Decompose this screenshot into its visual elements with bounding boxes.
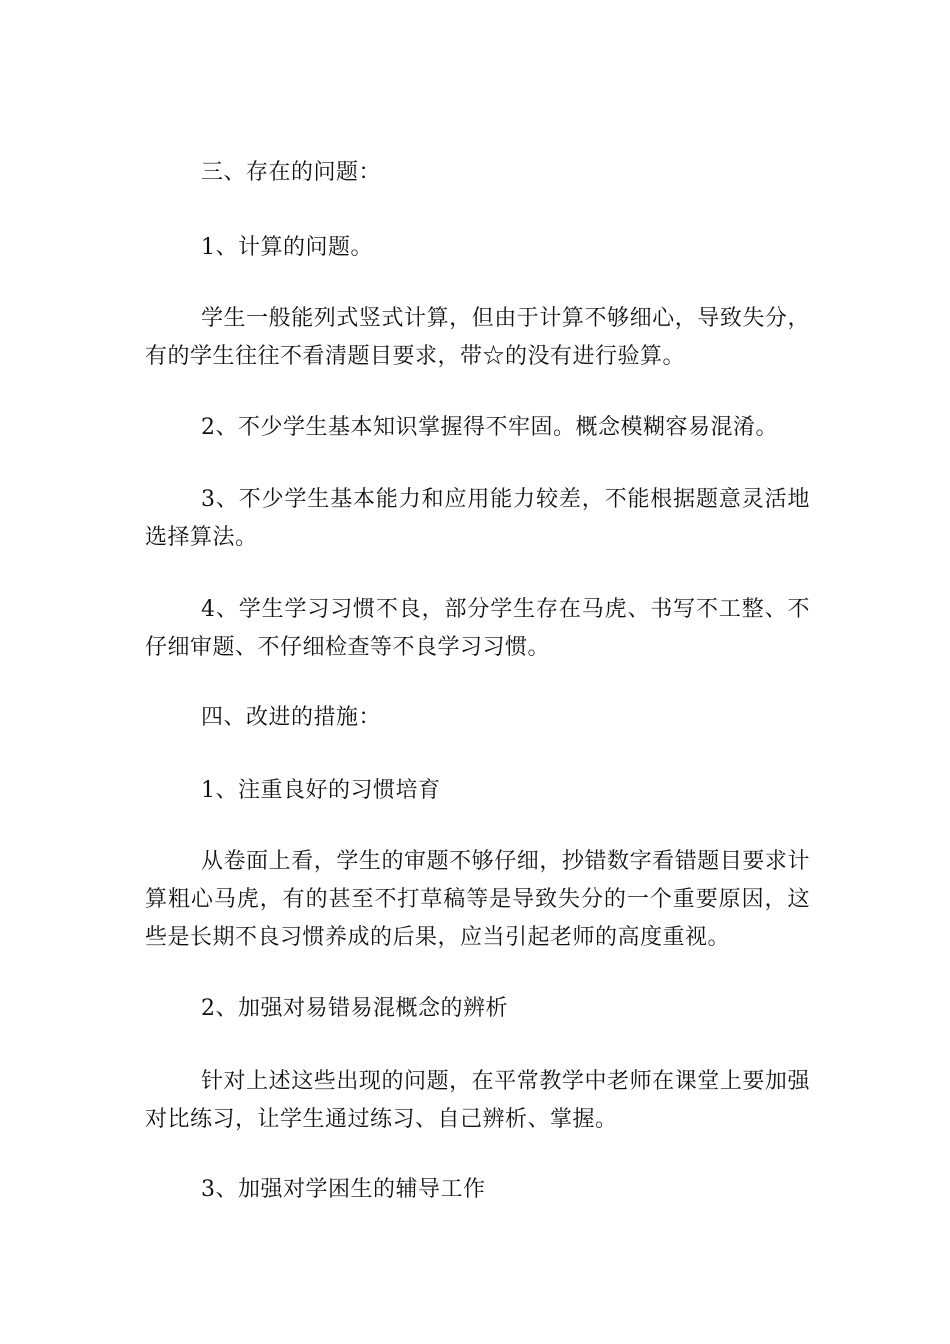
paragraph: 1、计算的问题。 xyxy=(201,235,373,260)
paragraph: 1、注重良好的习惯培育 xyxy=(201,778,441,803)
section-heading-measures: 四、改进的措施： xyxy=(201,705,382,730)
paragraph: 从卷面上看，学生的审题不够仔细，抄错数字看错题目要求计算粗心马虎，有的甚至不打草稿等是导致失分的一个重要原因，这些是长期不良习惯养成的后果，应当引起老师的高度重视。 xyxy=(145,849,810,950)
paragraph: 3、加强对学困生的辅导工作 xyxy=(201,1177,486,1202)
paragraph: 针对上述这些出现的问题，在平常教学中老师在课堂上要加强对比练习，让学生通过练习、自己辨析、掌握。 xyxy=(145,1069,810,1132)
paragraph: 3、不少学生基本能力和应用能力较差，不能根据题意灵活地选择算法。 xyxy=(145,487,810,550)
section-heading-problems: 三、存在的问题： xyxy=(201,160,382,185)
paragraph: 学生一般能列式竖式计算，但由于计算不够细心，导致失分，有的学生往往不看清题目要求，带☆的没有进行验算。 xyxy=(145,306,810,369)
paragraph: 2、加强对易错易混概念的辨析 xyxy=(201,996,508,1021)
paragraph: 2、不少学生基本知识掌握得不牢固。概念模糊容易混淆。 xyxy=(201,415,778,440)
paragraph: 4、学生学习习惯不良，部分学生存在马虎、书写不工整、不仔细审题、不仔细检查等不良学习习惯。 xyxy=(145,597,810,660)
